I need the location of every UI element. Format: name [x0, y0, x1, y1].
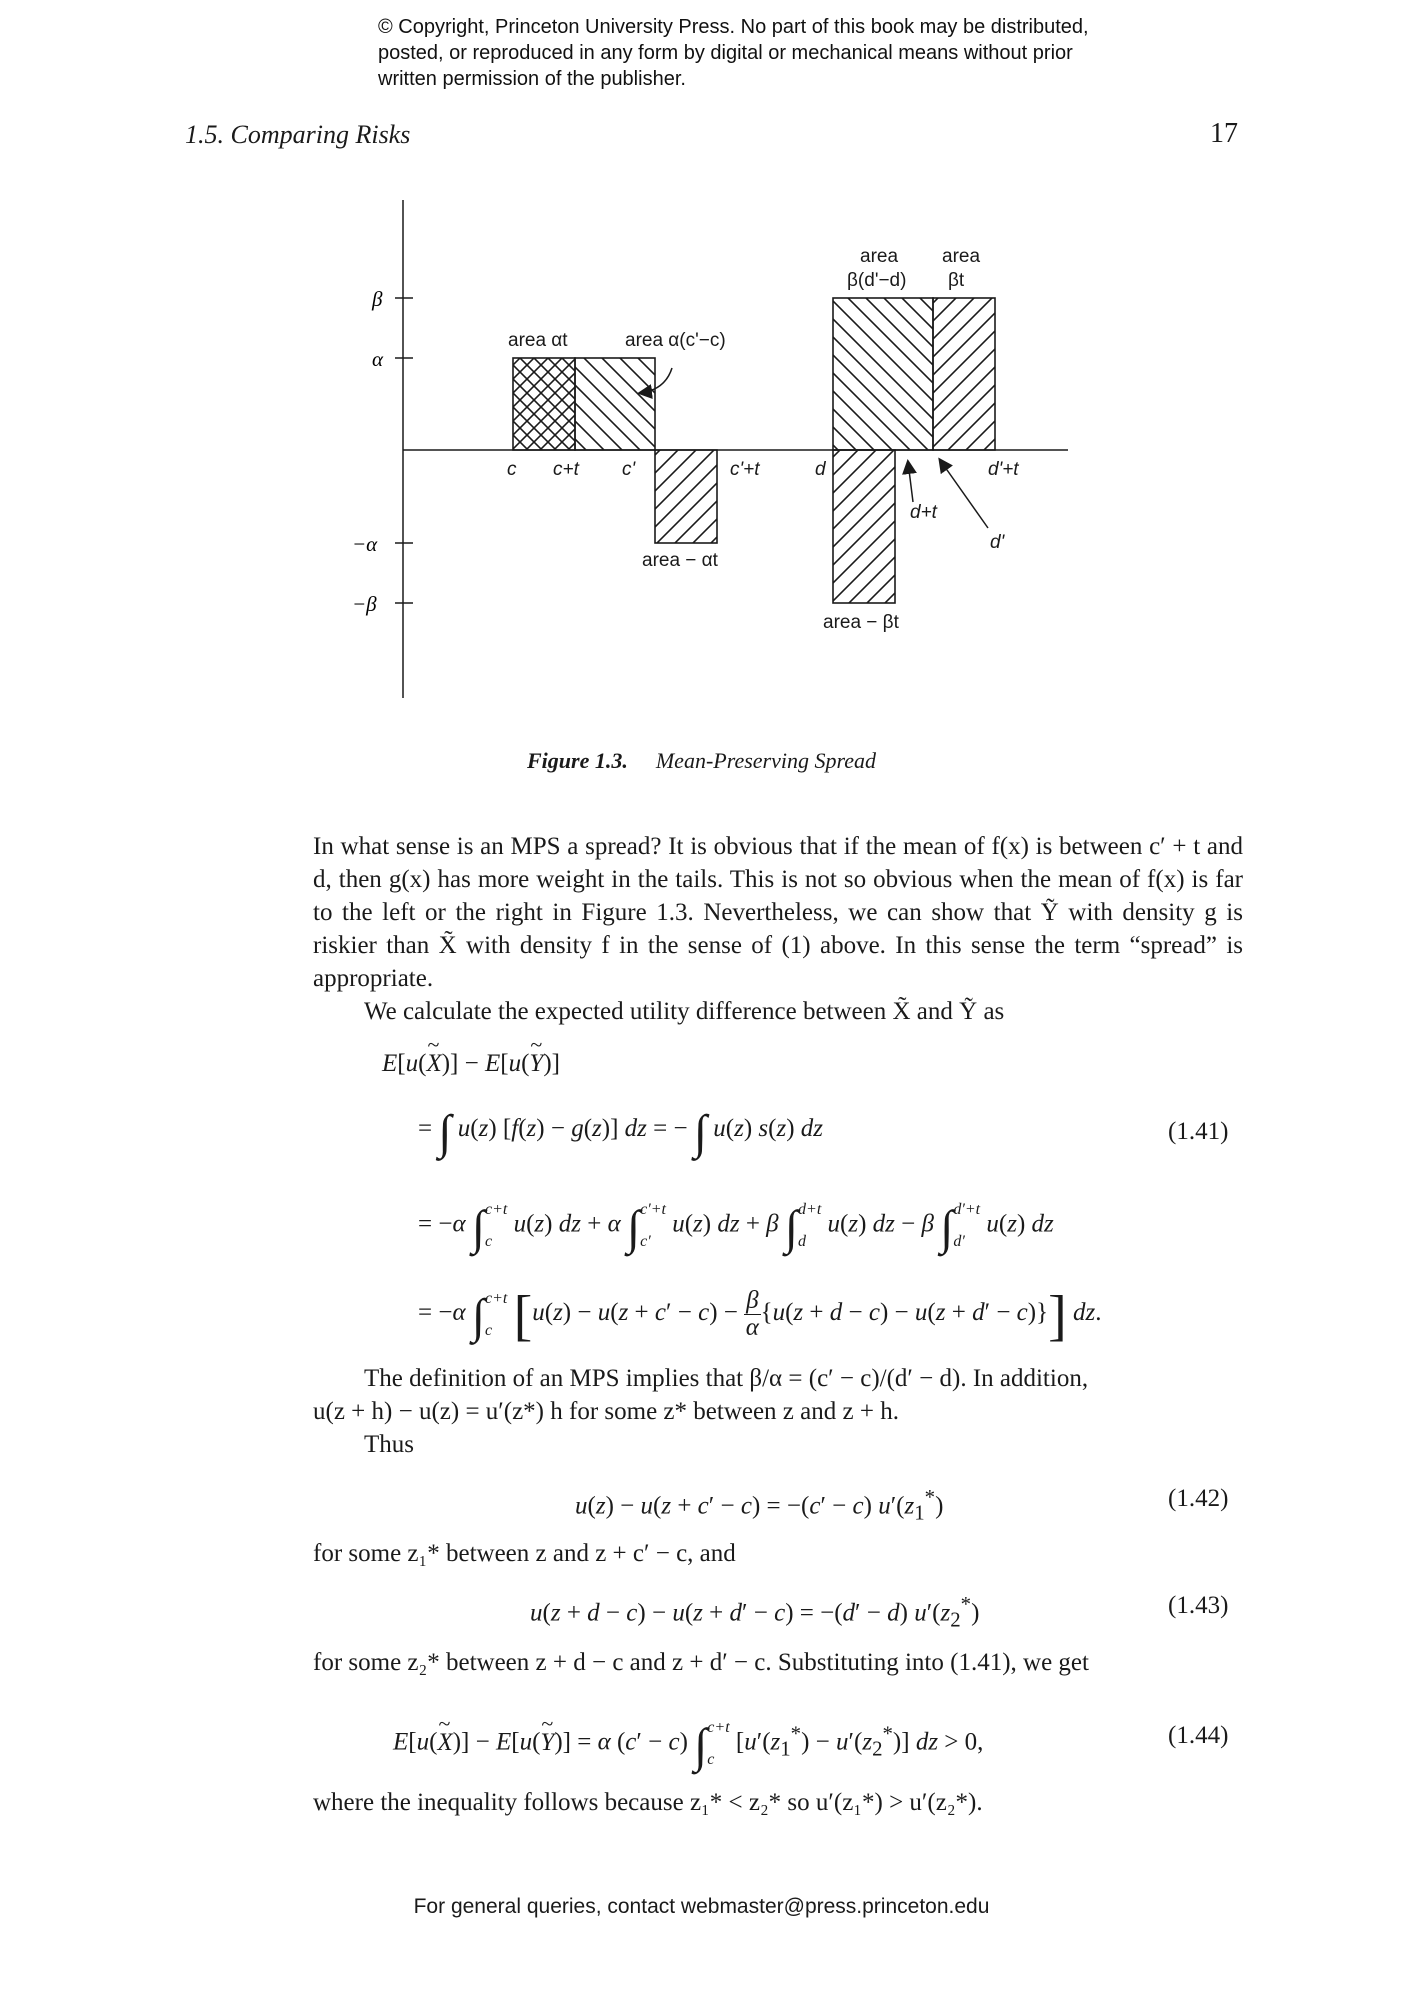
- label-area-beta-t-2: βt: [948, 270, 965, 291]
- eq-142-number: (1.42): [1168, 1485, 1229, 1512]
- rect-area-neg-alpha-t: [655, 450, 717, 543]
- paragraph-1: In what sense is an MPS a spread? It is obvious that if the mean of f(x) is between c′ + t and d, then g(x) has more weight in the tails. This is not so obvious when the mean of f(x) is far to the left or the right in Figure 1.3. Nevertheless, we can show that Ỹ with density g is riskier than X̃ with density f in the sense of (1) above. In this sense the term “spread” is appropriate. We calculate the expected utility difference between X̃ and Ỹ as: [313, 830, 1243, 1028]
- eq-143-number: (1.43): [1168, 1592, 1229, 1619]
- tick-neg-beta: −β: [352, 592, 377, 616]
- eq-expected-difference: E[u(~ X)] − E[u(~ Y)]: [382, 1050, 560, 1078]
- label-area-neg-alpha-t: area − αt: [642, 550, 718, 571]
- x-label-c-prime-t: c'+t: [730, 459, 760, 480]
- label-area-neg-beta-t: area − βt: [823, 612, 899, 633]
- label-area-beta-d-2: β(d'−d): [847, 270, 907, 291]
- eq-143: u(z + d − c) − u(z + d′ − c) = −(d′ − d) $u'(z_2^*)$: [530, 1592, 980, 1632]
- label-area-beta-t-1: area: [942, 246, 981, 267]
- running-head: 1.5. Comparing Risks: [185, 120, 411, 149]
- rect-area-beta-t: [933, 298, 995, 450]
- caption-title: Mean-Preserving Spread: [655, 748, 876, 773]
- figure-caption: [0, 748, 1403, 774]
- tick-neg-alpha: −α: [352, 532, 378, 556]
- rect-area-neg-beta-t: [833, 450, 895, 603]
- x-label-c-t: c+t: [553, 459, 579, 480]
- eq-144-number: (1.44): [1168, 1722, 1229, 1749]
- rect-area-alpha-t: [513, 358, 575, 450]
- tick-beta: β: [372, 287, 383, 311]
- tick-alpha: α: [372, 347, 384, 371]
- x-label-c: c: [507, 459, 517, 480]
- mps-figure: [352, 190, 1080, 710]
- eq-141-line3: = −α ∫c+t c [u(z) − u(z + c′ − c) − $\frac{\beta}{\alpha}$ {u(z + d − c) − u(z + d′ − c)}] dz.: [418, 1285, 1102, 1348]
- paragraph-2: We calculate the expected utility difference between X̃ and Ỹ as: [364, 998, 1005, 1025]
- eq-141-line1: = ∫ u(z) [f(z) − g(z)] dz = − ∫ u(z) s(z) dz: [418, 1106, 823, 1159]
- paragraph-5: for some z₂* between z + d − c and z + d′ − c. Substituting into (1.41), we get: [313, 1649, 1089, 1676]
- label-area-beta-d-1: area: [860, 246, 899, 267]
- rect-area-beta-d: [833, 298, 933, 450]
- paragraph-4: for some z₁* between z and z + c′ − c, and: [313, 1540, 736, 1567]
- x-label-d-t: d+t: [910, 502, 937, 523]
- eq-141-line2: = −α ∫c+t c u(z) dz + α ∫c′+t c′ u(z) dz + β ∫d+t d u(z) dz − β ∫d′+t d′ u(z) dz: [418, 1201, 1054, 1255]
- x-label-d: d: [815, 459, 826, 480]
- rect-area-alpha-c: [575, 358, 655, 450]
- page-number: 17: [1210, 118, 1238, 149]
- footer-contact: For general queries, contact webmaster@press.princeton.edu: [413, 1895, 990, 1918]
- x-label-c-prime: c': [622, 459, 636, 480]
- eq-141-number: (1.41): [1168, 1118, 1229, 1145]
- eq-144: E[u(~ X)] − E[u(~ Y)] = α (c′ − c) ∫c+t c $[u'(z_1^*) - u'(z_2^*)]$ dz > 0,: [393, 1720, 983, 1768]
- label-area-alpha-c: area α(c'−c): [625, 330, 726, 351]
- caption-label: Figure 1.3.: [527, 748, 628, 773]
- eq-142: u(z) − u(z + c′ − c) = −(c′ − c) $u'(z_1^*)$: [575, 1485, 944, 1525]
- copyright-notice: © Copyright, Princeton University Press. No part of this book may be distributed, posted, or reproduced in any form by digital or mechanical means without prior written permission of the publisher.: [378, 16, 1089, 90]
- paragraph-6: where the inequality follows because z₁* < z₂* so u′(z₁*) > u′(z₂*).: [313, 1789, 983, 1816]
- label-area-alpha-t: area αt: [508, 330, 568, 351]
- x-label-d-prime-t: d'+t: [988, 459, 1019, 480]
- paragraph-3: The definition of an MPS implies that β/α = (c′ − c)/(d′ − d). In addition, u(z + h) − u(z) = u′(z*) h for some z* between z and z + h. Thus: [313, 1365, 1089, 1458]
- x-label-d-prime: d': [990, 532, 1005, 553]
